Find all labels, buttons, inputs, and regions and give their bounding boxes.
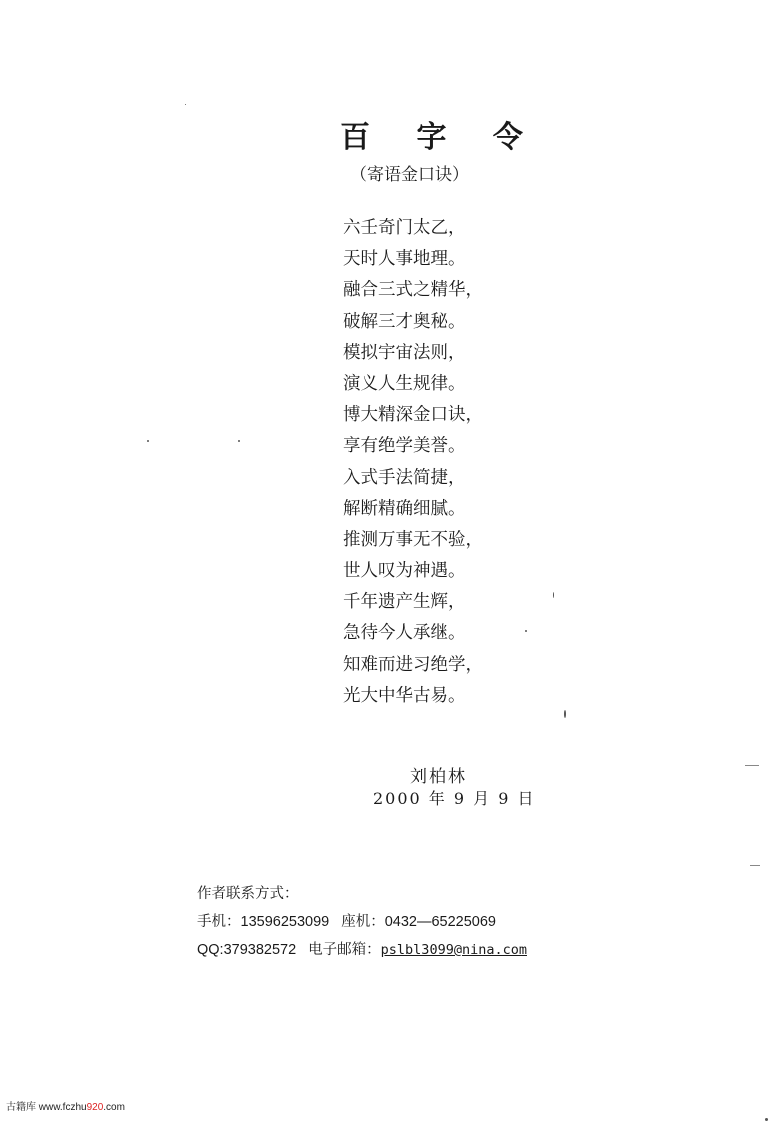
poem-line: 解断精确细腻。 — [343, 498, 466, 519]
qq-number: 379382572 — [223, 942, 297, 958]
signature-date: 2000 年 9 月 9 日 — [373, 789, 536, 808]
poem-line: 六壬奇门太乙， — [343, 218, 466, 238]
poem-line: 模拟宇宙法则， — [343, 342, 466, 363]
poem-line: 入式手法简捷， — [343, 467, 466, 488]
poem-line: 享有绝学美誉。 — [343, 436, 466, 457]
landline-label: 座机： — [341, 914, 385, 930]
contact-heading: 作者联系方式： — [197, 886, 299, 902]
mobile-number: 13596253099 — [240, 914, 330, 930]
landline-number: 0432—65225069 — [384, 914, 496, 930]
scan-speck — [185, 104, 186, 105]
scan-mark — [745, 765, 759, 766]
author-name: 刘柏林 — [410, 767, 467, 787]
poem-line: 急待今人承继。 — [343, 623, 466, 644]
watermark-url-prefix: www.fczhu — [38, 1102, 87, 1113]
phone-row — [197, 908, 527, 936]
poem-line: 融合三式之精华， — [343, 280, 483, 301]
poem-line: 推测万事无不验， — [343, 529, 483, 550]
watermark-url-suffix: .com — [103, 1102, 125, 1113]
online-contact-row — [197, 936, 527, 964]
watermark — [6, 1098, 125, 1113]
poem — [343, 213, 543, 712]
poem-line: 博大精深金口诀， — [343, 405, 483, 426]
poem-line: 知难而进习绝学， — [343, 654, 483, 675]
scan-speck — [238, 440, 240, 442]
page-title: 百 字 令 — [340, 120, 541, 155]
qq-label: QQ: — [197, 942, 224, 958]
email-link[interactable]: pslbl3099@nina.com — [380, 942, 527, 958]
watermark-site-name: 古籍库 — [6, 1102, 39, 1113]
watermark-url-number: 920 — [86, 1102, 104, 1113]
scan-speck — [765, 1118, 768, 1121]
page-subtitle: （寄语金口诀） — [350, 165, 469, 185]
scan-speck — [564, 710, 566, 718]
poem-line: 破解三才奥秘。 — [343, 311, 466, 332]
poem-line: 天时人事地理。 — [343, 249, 466, 270]
scan-mark — [750, 865, 760, 866]
poem-line: 光大中华古易。 — [343, 685, 466, 706]
poem-line: 千年遗产生辉， — [343, 592, 466, 613]
poem-line: 演义人生规律。 — [343, 373, 466, 394]
scan-speck — [147, 440, 149, 442]
mobile-label: 手机： — [197, 914, 241, 930]
scan-speck — [525, 630, 527, 632]
poem-line: 世人叹为神遇。 — [343, 561, 466, 582]
scan-speck — [553, 592, 554, 598]
contact-block — [197, 880, 527, 964]
email-label: 电子邮箱： — [308, 942, 381, 958]
